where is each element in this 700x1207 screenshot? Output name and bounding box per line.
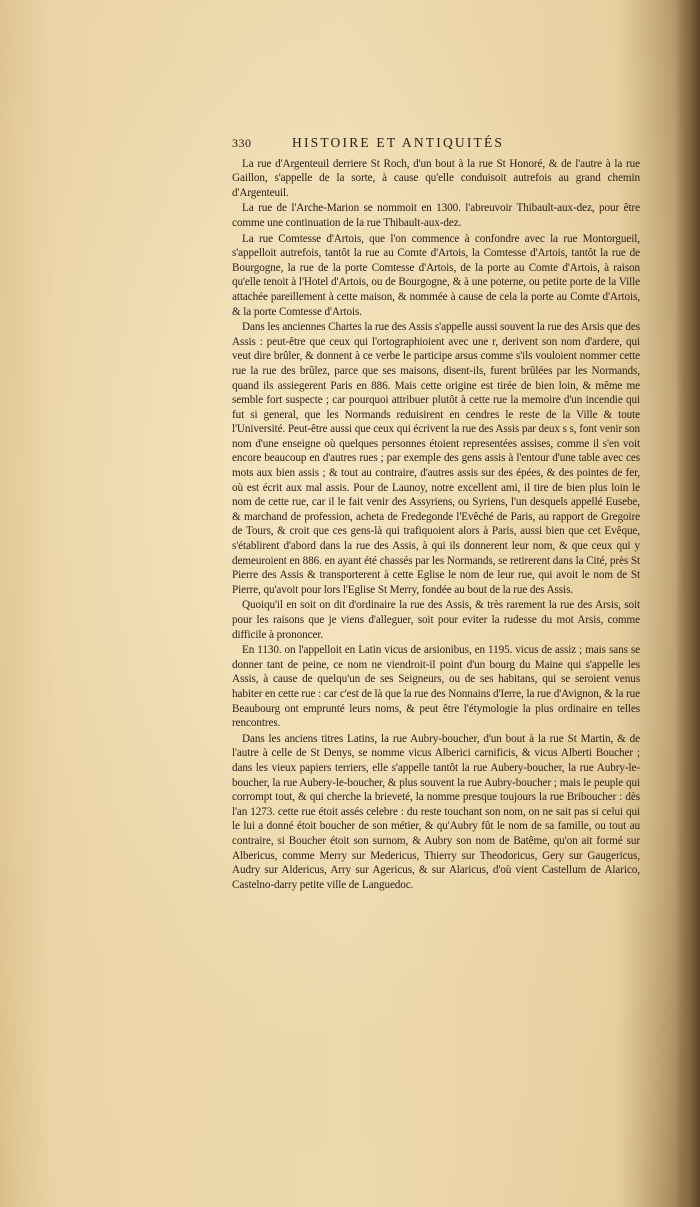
paragraph-rue-arche-marion: La rue de l'Arche-Marion se nommoit en 1300. l'abreuvoir Thibault-aux-dez, pour être comme une continuation de la rue Thibault-aux-dez. [232, 202, 640, 229]
text-block [232, 136, 640, 893]
paragraph-en-1130: En 1130. on l'appelloit en Latin vicus de arsionibus, en 1195. vicus de assiz ; mais sans se donner tant de peine, ce nom ne viendroit-il point d'un bourg du Maine qui s'appelle les Assis, à cause de quelqu'un de ses Seigneurs, ou de ses habitans, qui se seroient venus habiter en cette rue : car c'est de là que la rue des Nonnains d'Ierre, la rue d'Avignon, & la rue Beaubourg ont emprunté leurs noms, & peut être l'étymologie la plus ordinaire en telles rencontres. [232, 644, 640, 730]
paragraph-rue-des-assis: Dans les anciennes Chartes la rue des Assis s'appelle aussi souvent la rue des Arsis que des Assis : peut-être que ceux qui l'ortographioient avec une r, derivent son nom d'ardere, qui veut dire brûler, & donnent à ce verbe le participe arsus comme s'ils vouloient nommer cette rue la rue des brûlez, parce que ses maisons, disent-ils, furent brûlées par les Normands, quand ils assiegerent Paris en 886. Mais cette origine est tirée de bien loin, & même me semble fort suspecte ; car pourquoi attribuer plutôt à cette rue la memoire d'un incendie qui fut si general, que les Normands reduisirent en cendres le reste de la Ville & toute l'Université. Peut-être aussi que ceux qui écrivent la rue des Assis par deux s s, font venir son nom d'une enseigne où quelques personnes étoient representées assises, comme il s'en voit encore beaucoup en d'autres rues ; par exemple des gens assis à l'entour d'une table avec ces mots aux bien assis ; & tout au contraire, d'autres assis sur des épées, & des pointes de fer, où est écrit aux mal assis. Pour de Launoy, notre excellent ami, il tire de bien plus loin le nom de cette rue, car il le fait venir des Assyriens, ou Syriens, l'un desquels appellé Eusebe, & marchand de profession, acheta de Fredegonde l'Evêché de Paris, au rapport de Gregoire de Tours, & croit que ces gens-là qui trafiquoient alors à Paris, aussi bien que cet Evêque, s'établirent d'abord dans la rue des Assis, à qui ils donnerent leur nom, & que ceux qui y demeuroient en 886. en ayant été chassés par les Normands, se retirerent dans la Cité, près St Pierre des Assis & transporterent à cette Eglise le nom de leur rue, qui avoit le nom de St Pierre, qu'avoit pour lors l'Eglise St Merry, fondée au bout de la rue des Assis. [232, 321, 640, 596]
paragraph-rue-argenteuil: La rue d'Argenteuil derriere St Roch, d'un bout à la rue St Honoré, & de l'autre à la rue Gaillon, s'appelle de la sorte, à cause qu'elle conduisoit autrefois au grand chemin d'Argenteuil. [232, 157, 640, 199]
page-header [232, 136, 640, 151]
paragraph-quoiqu-il-en-soit: Quoiqu'il en soit on dit d'ordinaire la rue des Assis, & très rarement la rue des Arsis, soit pour les raisons que je viens d'alleguer, soit pour eviter la rudesse du mot Arsis, comme difficile à prononcer. [232, 599, 640, 641]
paragraph-rue-aubry-boucher: Dans les anciens titres Latins, la rue Aubry-boucher, d'un bout à la rue St Martin, & de l'autre à celle de St Denys, se nomme vicus Alberici carnificis, & vicus Alberti Boucher ; dans les vieux papiers terriers, elle s'appelle tantôt la rue Aubery-boucher, la rue Aubry-le-boucher, la rue Aubery-le-boucher, & plus souvent la rue Aubry-boucher ; mais le peuple qui corrompt tout, & qui cherche la brieveté, la nomme presque toujours la rue Briboucher : dès l'an 1273. cette rue étoit assés celebre : du reste touchant son nom, on ne sait pas si celui qui le lui a donné étoit boucher de son métier, & qu'Aubry fût le nom de sa famille, ou tout au contraire, si Boucher étoit son surnom, & Aubry son nom de Batême, qu'on ait formé sur Albericus, comme Merry sur Medericus, Thierry sur Theodoricus, Gery sur Gaugericus, Audry sur Aldericus, Arry sur Agericus, & sur Alaricus, d'où vient Castellum de Alarico, Castelno-darry petite ville de Languedoc. [232, 732, 640, 891]
page-number: 330 [232, 136, 252, 150]
book-spine [676, 0, 700, 1207]
running-title: HISTOIRE ET ANTIQUITÉS [292, 135, 505, 150]
paragraph-rue-comtesse-artois: La rue Comtesse d'Artois, que l'on commence à confondre avec la rue Montorgueil, s'appelloit autrefois, tantôt la rue au Comte d'Artois, la Comtesse d'Artois, tantôt la rue de Bourgogne, la rue de la porte Comtesse d'Artois, de la porte au Comte d'Artois, à raison qu'elle tenoit à l'Hotel d'Artois, ou de Bourgogne, & à une poterne, ou petite porte de la Ville attachée pareillement à cette maison, & nommée à cause de cela la porte au Comte d'Artois, & la porte Comtesse d'Artois. [232, 232, 640, 318]
